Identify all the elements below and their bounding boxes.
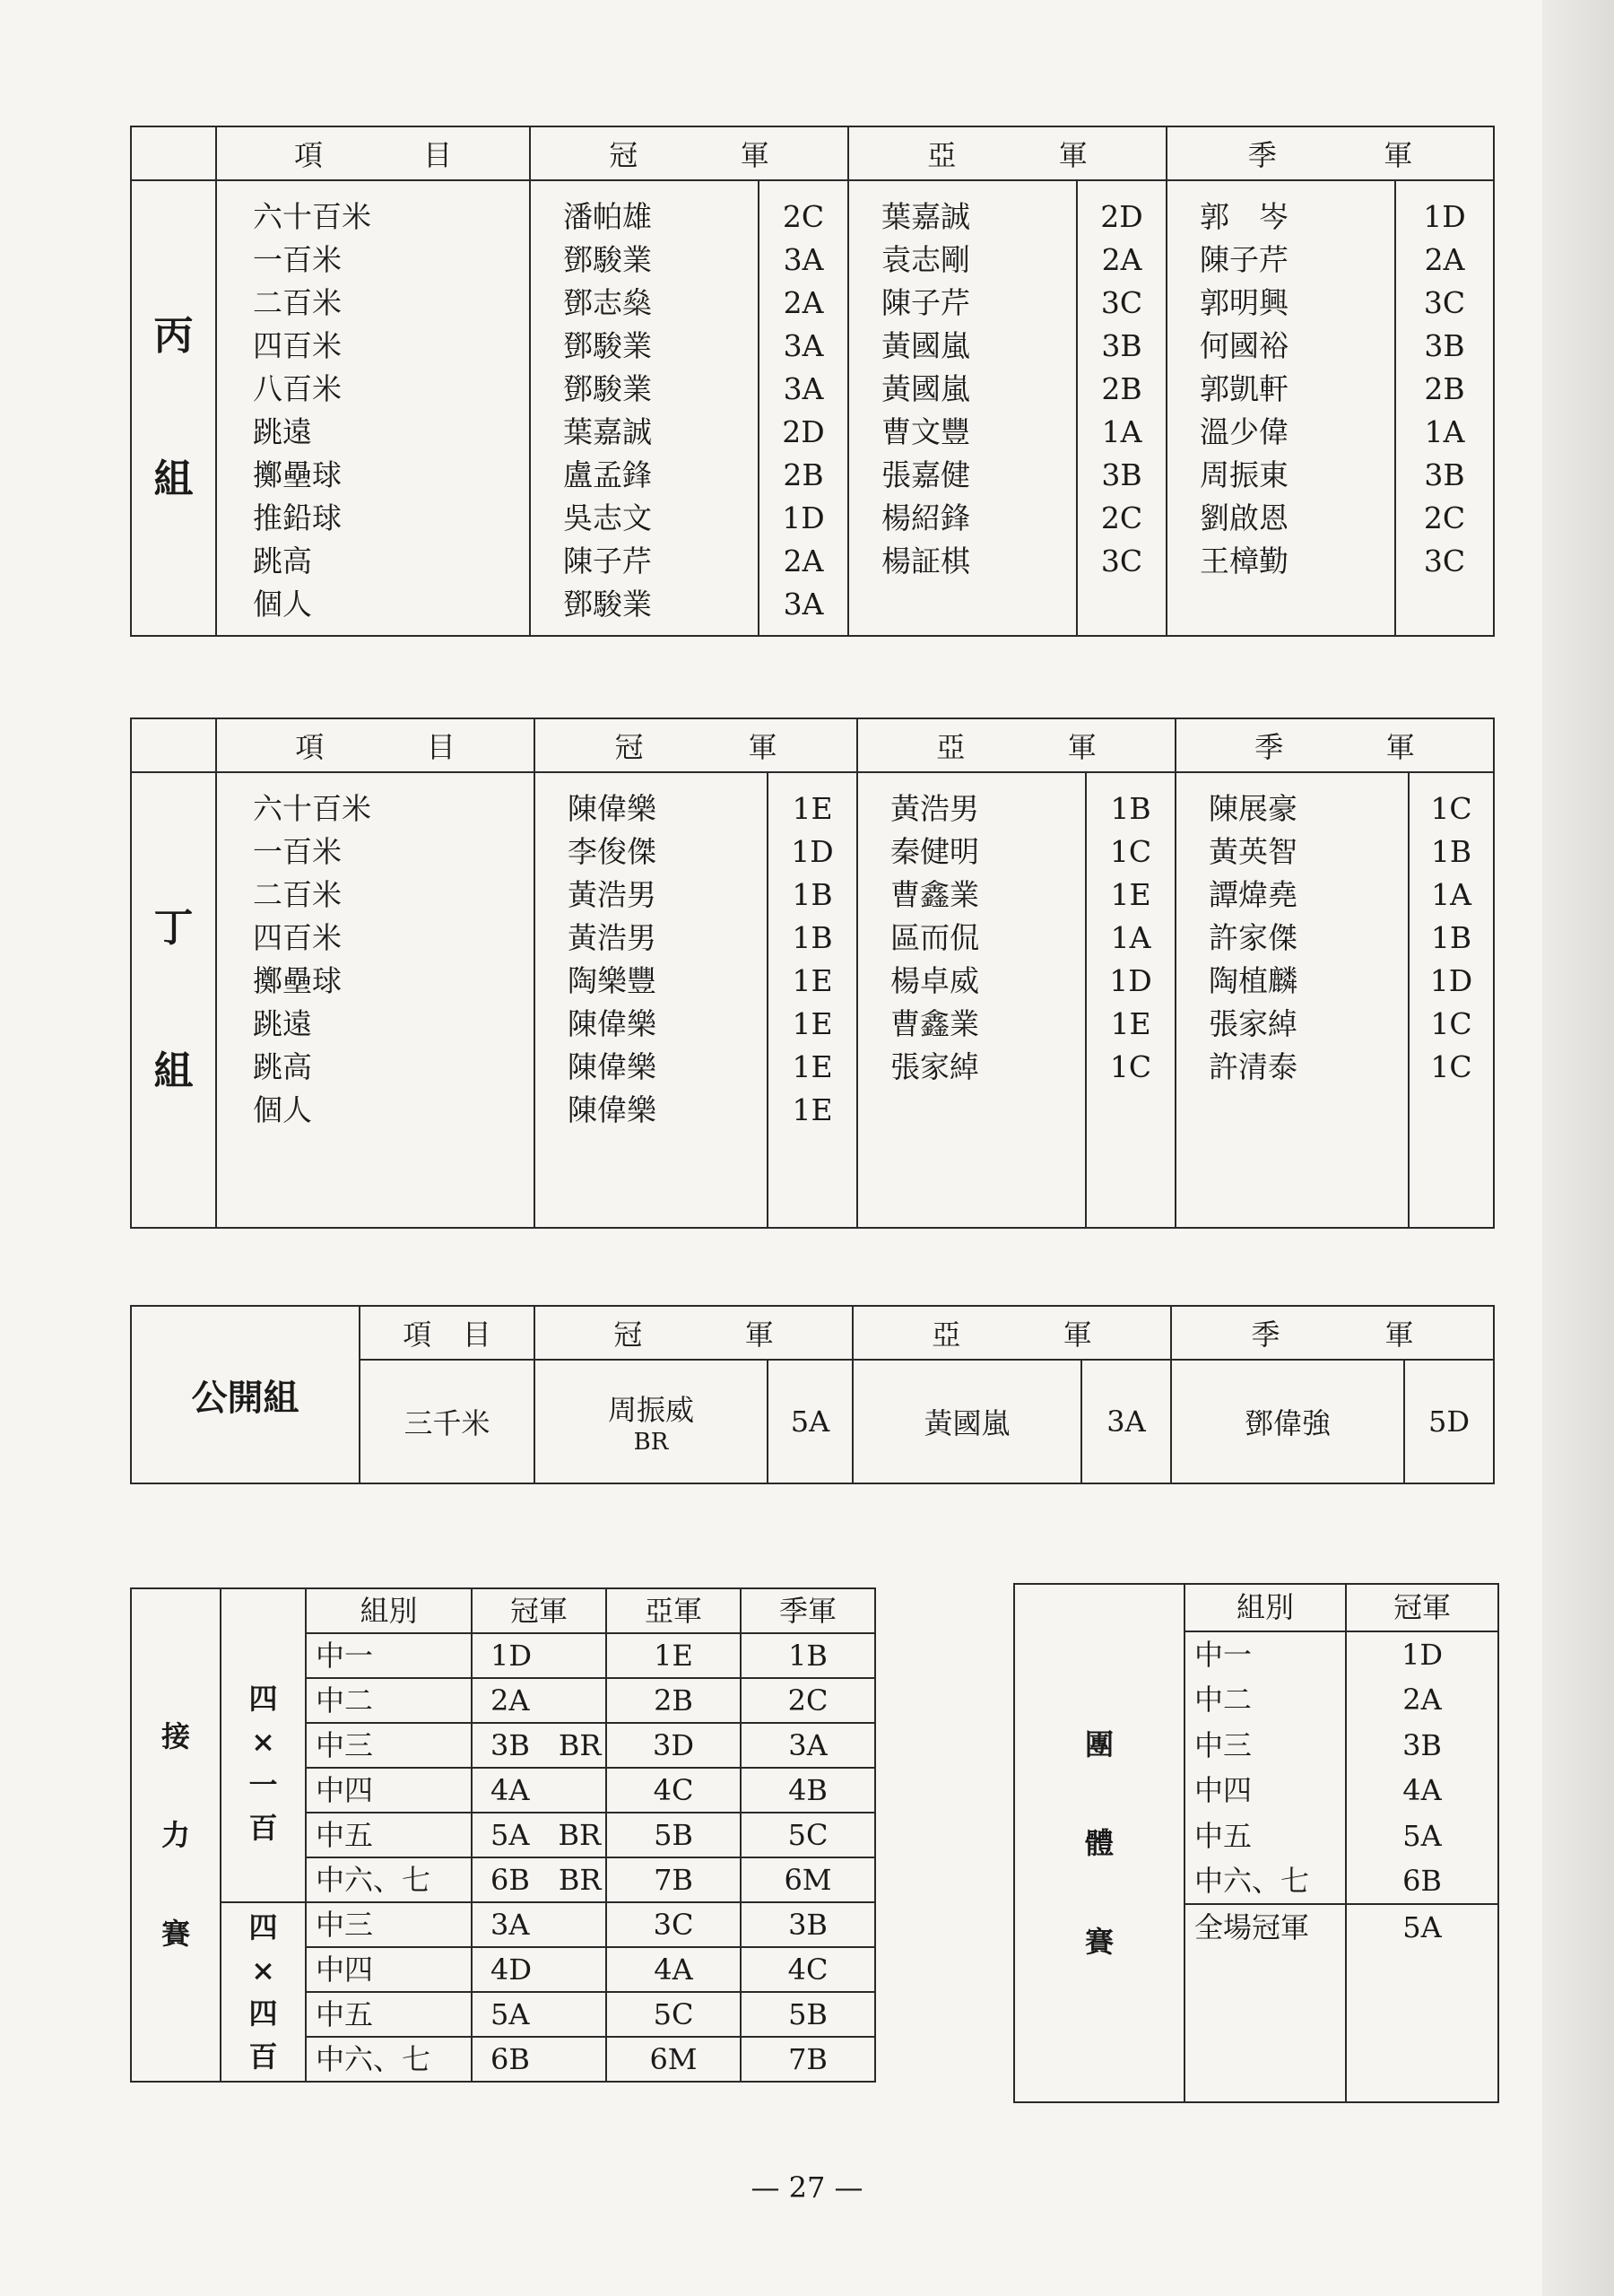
open-champion: 周振威 BR [534,1360,768,1483]
table-row: 中五 5A 5C 5B [131,1992,875,2037]
cell-tc: 1C [1430,1049,1472,1084]
team-table [1013,1583,1499,2103]
table-row: 中二 2A 2B 2C [131,1678,875,1723]
cell-t: 黃英智 [1209,834,1297,869]
cell-r: 曹文豐 [881,414,970,449]
cell-tc: 2C [1423,500,1466,535]
cell-rc: 1E [1110,877,1151,912]
cell-t: 周振東 [1200,457,1289,492]
cell-r: 楊紹鋒 [881,500,970,535]
cell-event: 個人 [253,587,312,622]
cell-t [1209,1089,1408,1132]
cell-t: 許家傑 [1209,920,1297,955]
bing-header-row [131,126,1494,180]
header-runner-up: 亞軍 [606,1588,741,1633]
bing-group-label: 丙 組 [131,180,216,636]
table-row: 全場冠軍 5A [1014,1904,1498,1950]
bing-runner-up-classes [1077,180,1167,636]
header-champion: 冠軍 [1346,1584,1498,1631]
cell-tc: 1A [1431,877,1471,912]
cell-r: 曹鑫業 [890,877,979,912]
cell-cc: 2A [783,285,824,320]
ding-header-row [131,718,1494,772]
header-third: 季 軍 [1167,126,1494,180]
open-group-table [130,1305,1495,1484]
table-row: 中三 3B BR 3D 3A [131,1723,875,1768]
cell-cc: 1E [792,1049,833,1084]
cell-t: 溫少偉 [1200,414,1289,449]
cell-cc: 2B [783,457,824,492]
header-third: 季 軍 [1176,718,1494,772]
bing-runners-up [848,180,1077,636]
relay-header-row [131,1588,875,1633]
cell-t: 陳展豪 [1209,791,1297,826]
cell-c: 鄧駿業 [563,242,652,277]
cell-c: 陳子芹 [563,544,652,578]
relay-4x400-label: 四 × 四 百 [221,1902,306,2082]
cell-cc: 2C [782,199,825,234]
cell-t: 陶植麟 [1209,963,1297,998]
cell-rc [1078,583,1166,626]
relay-title: 接 力 賽 [131,1588,221,2082]
open-champion-class: 5A [768,1360,853,1483]
cell-cc: 1E [792,1006,833,1041]
header-third: 季軍 [741,1588,875,1633]
cell-c: 鄧駿業 [563,371,652,406]
cell-tc [1410,1089,1493,1132]
open-group-label: 公開組 [131,1306,360,1483]
cell-c: 鄧志燊 [563,285,652,320]
cell-cc: 3A [783,242,824,277]
page-edge [1542,0,1614,2296]
cell-cc: 3A [783,587,824,622]
cell-c: 潘帕雄 [563,199,652,234]
cell-c: 陳偉樂 [568,791,656,826]
table-row: 中四 4D 4A 4C [131,1947,875,1992]
table-row: 中五 5A [1014,1813,1498,1857]
cell-tc: 1B [1430,920,1472,955]
cell-cc: 3A [783,328,824,363]
open-third-class: 5D [1404,1360,1494,1483]
cell-rc: 1C [1109,1049,1152,1084]
bing-group-table [130,126,1495,637]
cell-rc [1087,1089,1175,1132]
cell-c: 黃浩男 [568,877,656,912]
cell-c: 葉嘉誠 [563,414,652,449]
cell-tc: 2A [1424,242,1465,277]
cell-tc: 1D [1429,963,1473,998]
cell-rc: 3C [1100,544,1143,578]
cell-rc: 1A [1110,920,1151,955]
bing-champions [530,180,759,636]
ding-group-table [130,718,1495,1229]
cell-event: 跳高 [253,544,312,578]
cell-rc: 3B [1101,328,1142,363]
cell-event: 六十百米 [253,199,371,234]
cell-tc: 2B [1424,371,1465,406]
cell-rc: 2C [1100,500,1143,535]
cell-c: 鄧駿業 [563,328,652,363]
cell-cc: 1D [791,834,834,869]
table-row: 中四 4A [1014,1768,1498,1813]
cell-cc: 1E [792,791,833,826]
cell-cc: 1B [792,877,833,912]
cell-rc: 2D [1100,199,1143,234]
header-champion: 冠 軍 [530,126,848,180]
ding-runner-up-classes [1086,772,1176,1228]
table-row: 中五 5A BR 5B 5C [131,1813,875,1857]
ding-third-classes [1409,772,1494,1228]
cell-event: 一百米 [253,242,342,277]
open-runner-up: 黃國嵐 [853,1360,1081,1483]
cell-event: 推鉛球 [253,500,342,535]
header-item: 項 目 [216,126,530,180]
cell-r: 袁志剛 [881,242,970,277]
table-row: 中四 4A 4C 4B [131,1768,875,1813]
cell-rc: 2A [1101,242,1142,277]
cell-t: 譚煒堯 [1209,877,1297,912]
table-row: 中六、七 6B 6M 7B [131,2037,875,2082]
cell-r: 曹鑫業 [890,1006,979,1041]
cell-r: 黃國嵐 [881,371,970,406]
cell-c: 鄧駿業 [563,587,652,622]
cell-r: 張家綽 [890,1049,979,1084]
table-row: 中六、七 6B BR 7B 6M [131,1857,875,1902]
cell-cc: 1E [792,1092,833,1127]
bing-thirds [1167,180,1395,636]
cell-event: 八百米 [253,371,342,406]
table-row: 中一 1D [1014,1631,1498,1677]
team-header-row [1014,1584,1498,1631]
header-runner-up: 亞 軍 [857,718,1176,772]
table-row: 中六、七 6B [1014,1858,1498,1904]
cell-event: 四百米 [253,328,342,363]
bing-body-row [131,180,1494,636]
open-header-row [131,1306,1494,1360]
cell-tc: 1C [1430,791,1472,826]
ding-runners-up [857,772,1086,1228]
cell-event: 四百米 [253,920,342,955]
cell-r: 張嘉健 [881,457,970,492]
cell-r: 區而侃 [890,920,979,955]
table-row: 中二 2A [1014,1677,1498,1722]
header-group: 組別 [306,1588,472,1633]
page-number: — 27 — [751,2170,863,2205]
cell-tc: 3B [1424,328,1465,363]
cell-event: 一百米 [253,834,342,869]
table-row: 中一 1D 1E 1B [131,1633,875,1678]
cell-cc: 2D [782,414,825,449]
cell-t: 許清泰 [1209,1049,1297,1084]
cell-event: 跳高 [253,1049,312,1084]
cell-rc: 1A [1101,414,1142,449]
cell-r [881,583,1076,626]
cell-r: 葉嘉誠 [881,199,970,234]
cell-c: 盧孟鋒 [563,457,652,492]
cell-c: 陳偉樂 [568,1006,656,1041]
cell-t: 張家綽 [1209,1006,1297,1041]
cell-t: 郭明興 [1200,285,1289,320]
cell-r: 秦健明 [890,834,979,869]
cell-rc: 3B [1101,457,1142,492]
cell-tc: 3C [1423,544,1466,578]
header-item: 項 目 [216,718,534,772]
cell-event: 跳遠 [253,414,312,449]
cell-tc: 1D [1423,199,1466,234]
cell-event: 擲壘球 [253,963,342,998]
cell-cc: 1E [792,963,833,998]
header-champion: 冠軍 [472,1588,606,1633]
ding-champions [534,772,768,1228]
open-third: 鄧偉強 [1171,1360,1404,1483]
cell-tc [1396,583,1493,626]
cell-c: 陳偉樂 [568,1092,656,1127]
cell-tc: 3B [1424,457,1465,492]
header-runner-up: 亞 軍 [853,1306,1171,1360]
relay-4x100-label: 四 × 一 百 [221,1588,306,1902]
cell-rc: 3C [1100,285,1143,320]
cell-rc: 2B [1101,371,1142,406]
ding-thirds [1176,772,1409,1228]
cell-event: 跳遠 [253,1006,312,1041]
cell-c: 陳偉樂 [568,1049,656,1084]
header-champion: 冠 軍 [534,1306,853,1360]
ding-group-label: 丁 組 [131,772,216,1228]
cell-r: 楊証棋 [881,544,970,578]
header-champion: 冠 軍 [534,718,857,772]
ding-champion-classes [768,772,857,1228]
open-runner-up-class: 3A [1081,1360,1171,1483]
cell-event: 二百米 [253,285,342,320]
cell-cc: 1D [782,500,825,535]
cell-t: 陳子芹 [1200,242,1289,277]
cell-rc: 1D [1109,963,1152,998]
cell-t: 王樟勤 [1200,544,1289,578]
cell-t: 郭凱軒 [1200,371,1289,406]
bing-champion-classes [759,180,848,636]
cell-t: 何國裕 [1200,328,1289,363]
cell-rc: 1B [1110,791,1151,826]
cell-c: 陶樂豐 [568,963,656,998]
cell-tc: 1B [1430,834,1472,869]
cell-c: 吳志文 [563,500,652,535]
relay-table [130,1587,876,2083]
cell-r: 黃國嵐 [881,328,970,363]
cell-r: 黃浩男 [890,791,979,826]
table-row: 中三 3B [1014,1722,1498,1767]
table-row: 四 × 四 百 中三 3A 3C 3B [131,1902,875,1947]
cell-c: 李俊傑 [568,834,656,869]
cell-tc: 1A [1424,414,1465,449]
header-third: 季 軍 [1171,1306,1494,1360]
open-event: 三千米 [360,1360,534,1483]
ding-events [216,772,534,1228]
header-runner-up: 亞 軍 [848,126,1167,180]
header-item: 項 目 [360,1306,534,1360]
header-group: 組別 [1184,1584,1346,1631]
cell-event: 擲壘球 [253,457,342,492]
cell-rc: 1E [1110,1006,1151,1041]
cell-cc: 3A [783,371,824,406]
cell-t: 劉啟恩 [1200,500,1289,535]
cell-event: 二百米 [253,877,342,912]
cell-r [890,1089,1085,1132]
cell-t: 郭 岑 [1200,199,1289,234]
bing-third-classes [1395,180,1494,636]
cell-event: 個人 [253,1092,312,1127]
cell-t [1200,583,1394,626]
ding-body-row [131,772,1494,1228]
cell-cc: 2A [783,544,824,578]
cell-c: 黃浩男 [568,920,656,955]
cell-r: 楊卓威 [890,963,979,998]
cell-tc: 1C [1430,1006,1472,1041]
record-note: BR [633,1429,669,1456]
team-title: 團 體 賽 [1014,1584,1184,2102]
cell-r: 陳子芹 [881,285,970,320]
cell-event: 六十百米 [253,791,371,826]
cell-rc: 1C [1109,834,1152,869]
cell-cc: 1B [792,920,833,955]
bing-events [216,180,530,636]
cell-tc: 3C [1423,285,1466,320]
